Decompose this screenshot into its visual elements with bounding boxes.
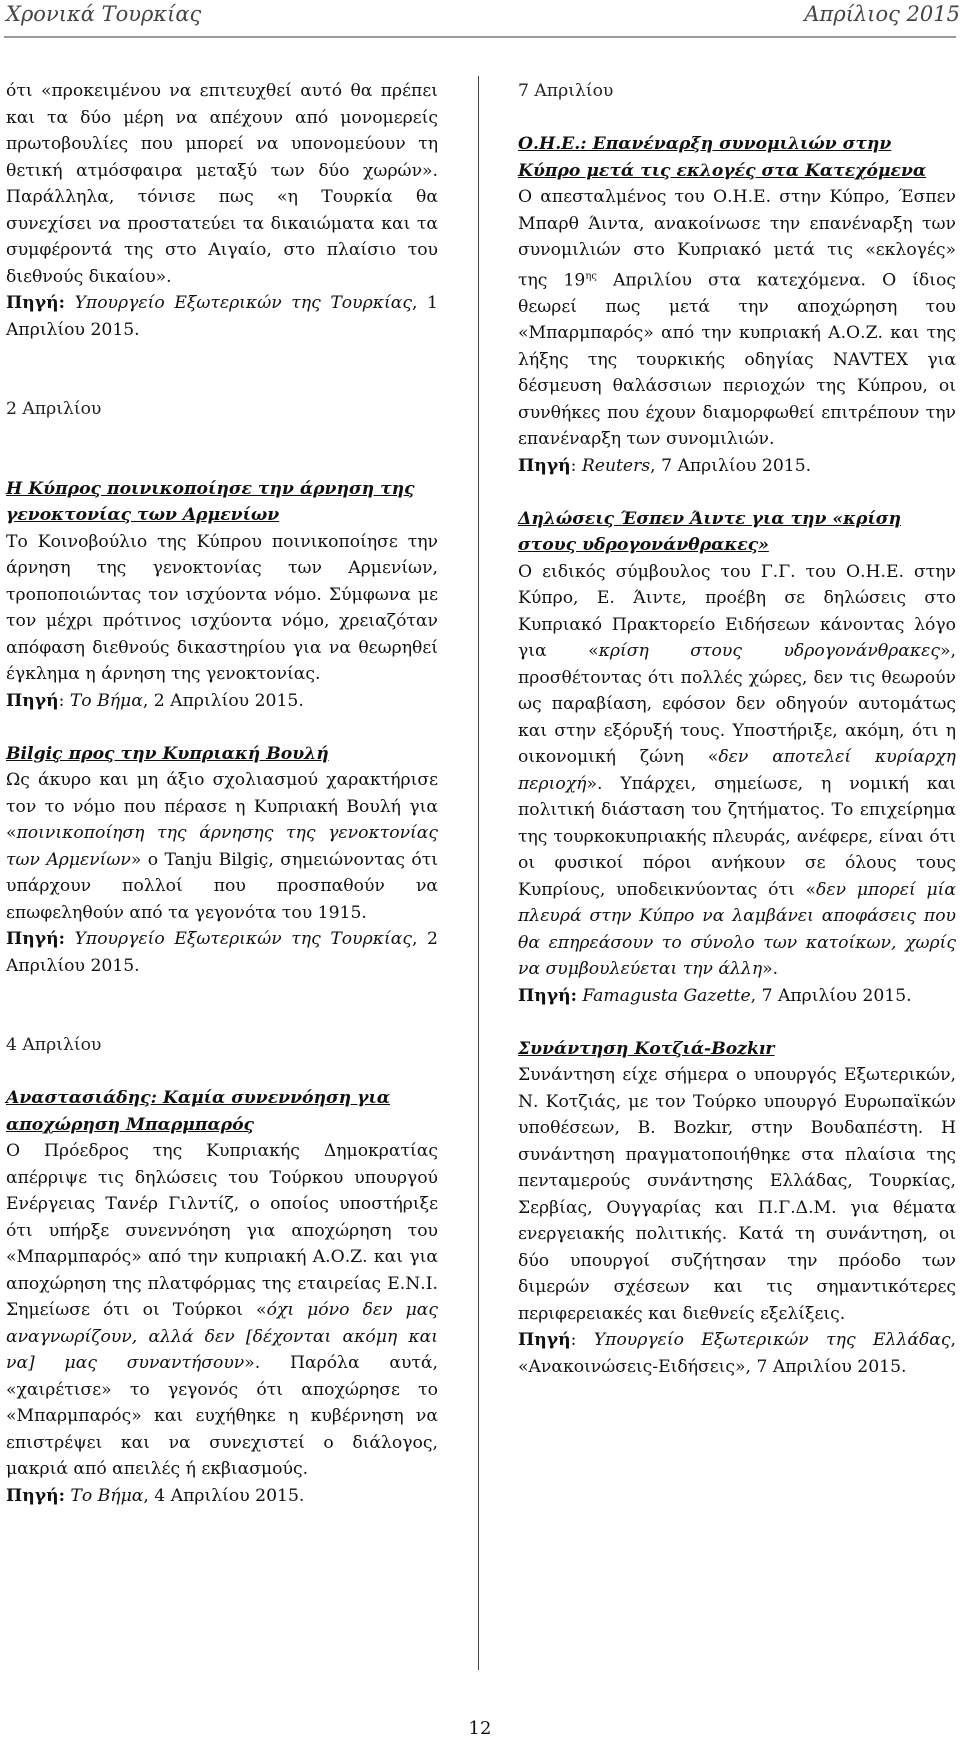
page-header bbox=[0, 0, 960, 30]
article-paragraph: Ως άκυρο και μη άξιο σχολιασμού χαρακτήρισε τον το νόμο που πέρασε η Κυπριακή Βουλή για «ποινικοποίηση της άρνησης της γενοκτονίας των Αρμενίων» ο Tanju Bilgiç, σημειώνοντας ότι υπάρχουν πολλοί που προσπαθούν να επωφεληθούν από τα γεγονότα του 1915. bbox=[6, 770, 438, 923]
source-line: Πηγή: Υπουργείο Εξωτερικών της Τουρκίας, 1 Απριλίου 2015. bbox=[6, 293, 438, 340]
page-number: 12 bbox=[468, 1718, 492, 1739]
article-title: Αναστασιάδης: Καμία συνεννόηση για αποχώρηση Μπαρμπαρός bbox=[6, 1088, 391, 1135]
article-title: Συνάντηση Κοτζιά-Bozkır bbox=[518, 1038, 775, 1059]
column-divider bbox=[478, 76, 479, 1670]
source-line: Πηγή: Υπουργείο Εξωτερικών της Ελλάδας, «Ανακοινώσεις-Ειδήσεις», 7 Απριλίου 2015. bbox=[518, 1330, 956, 1377]
source-line: Πηγή: Το Βήμα, 2 Απριλίου 2015. bbox=[6, 690, 304, 711]
article-paragraph: Ο Πρόεδρος της Κυπριακής Δημοκρατίας απέρριψε τις δηλώσεις του Τούρκου υπουργού Ενέργειας Τανέρ Γιλντίζ, ο οποίος υποστήριξε ότι υπήρξε συνεννόηση για αποχώρηση του «Μπαρμπαρός» από την κυπριακή Α.Ο.Ζ. και για αποχώρηση της πλατφόρμας της εταιρείας Ε.Ν.Ι. Σημείωσε ότι οι Τούρκοι «όχι μόνο δεν μας αναγνωρίζουν, αλλά δεν [δέχονται ακόμη και να] μας συναντήσουν». Παρόλα αυτά, «χαιρέτισε» το γεγονός ότι αποχώρησε το «Μπαρμπαρός» και ευχήθηκε η κυβέρνηση να επιστρέψει και να συνεχιστεί ο διάλογος, μακριά από απειλές ή εκβιασμούς. bbox=[6, 1141, 438, 1479]
article-paragraph: Συνάντηση είχε σήμερα ο υπουργός Εξωτερικών, Ν. Κοτζιάς, με τον Τούρκο υπουργό Ευρωπαϊκών υποθέσεων, Β. Bozkır, στην Βουδαπέστη. Η συνάντηση πραγματοποιήθηκε στα πλαίσια της πενταμερούς συνάντησης Ελλάδας, Τουρκίας, Σερβίας, Ουγγαρίας και Π.Γ.Δ.Μ. για θέματα ενεργειακής πολιτικής. Κατά τη συνάντηση, οι δύο υπουργοί συζήτησαν την πρόοδο των διμερών σχέσεων και τις σημαντικότερες περιφερειακές και διεθνείς εξελίξεις. bbox=[518, 1065, 956, 1324]
source-line: Πηγή: Reuters, 7 Απριλίου 2015. bbox=[518, 455, 812, 476]
article-title: Bilgiç προς την Κυπριακή Βουλή bbox=[6, 743, 329, 764]
source-line: Πηγή: Υπουργείο Εξωτερικών της Τουρκίας, 2 Απριλίου 2015. bbox=[6, 929, 438, 976]
article-title: Δηλώσεις Έσπεν Άιντε για την «κρίση στους υδρογονάνθρακες» bbox=[518, 508, 901, 556]
article-title: Ο.Η.Ε.: Επανέναρξη συνομιλιών στην Κύπρο μετά τις εκλογές στα Κατεχόμενα bbox=[518, 134, 927, 181]
header-divider bbox=[4, 36, 956, 38]
date-heading: 4 Απριλίου bbox=[6, 1035, 102, 1055]
right-column bbox=[518, 78, 956, 1380]
source-line: Πηγή: Το Βήμα, 4 Απριλίου 2015. bbox=[6, 1485, 305, 1506]
date-heading: 2 Απριλίου bbox=[6, 399, 102, 419]
header-title: Χρονικά Τουρκίας bbox=[6, 2, 202, 26]
left-column bbox=[6, 78, 438, 1509]
article-paragraph: Ο απεσταλμένος του Ο.Η.Ε. στην Κύπρο, Έσπεν Μπαρθ Άιντα, ανακοίνωσε την επανέναρξη των συνομιλιών στο Κυπριακό μετά τις «εκλογές» της $19^{\eta\varsigma}$ Απριλίου στα κατεχόμενα. Ο ίδιος θεωρεί πως μετά την αποχώρηση του «Μπαρμπαρός» από την κυπριακή Α.Ο.Ζ. και της λήξης της τουρκικής οδηγίας NAVTEX για δέσμευση θαλάσσιων περιοχών της Κύπρου, οι συνθήκες που έχουν διαμορφωθεί επιτρέπουν την επανέναρξη των συνομιλιών. bbox=[518, 187, 956, 450]
source-line: Πηγή: Famagusta Gazette, 7 Απριλίου 2015. bbox=[518, 985, 912, 1006]
article-paragraph: Το Κοινοβούλιο της Κύπρου ποινικοποίησε την άρνηση της γενοκτονίας των Αρμενίων, τροποποιώντας τον ισχύοντα νόμο. Σύμφωνα με τον μέχρι πρότινος ισχύοντα νόμο, χρειαζόταν απόφαση διεθνούς δικαστηρίου για να θεωρηθεί έγκλημα η άρνηση της γενοκτονίας. bbox=[6, 531, 438, 684]
article-title: Η Κύπρος ποινικοποίησε την άρνηση της γενοκτονίας των Αρμενίων bbox=[6, 478, 415, 525]
date-heading: 7 Απριλίου bbox=[518, 81, 614, 101]
article-paragraph: Ο ειδικός σύμβουλος του Γ.Γ. του Ο.Η.Ε. στην Κύπρο, Ε. Άιντε, προέβη σε δηλώσεις στο Κυπριακό Πρακτορείο Ειδήσεων κάνοντας λόγο για «κρίση στους υδρογονάνθρακες», προσθέτοντας ότι πολλές χώρες, δεν τις θεωρούν ως παραβίαση, εφόσον δεν οδηγούν αυτομάτως και στην εξόρυξή τους. Υποστήριξε, ακόμη, ότι η οικονομική ζώνη «δεν αποτελεί κυρίαρχη περιοχή». Υπάρχει, σημείωσε, η νομική και πολιτική διάσταση του ζητήματος. Το επιχείρημα της τουρκοκυπριακής πλευράς, ανέφερε, είναι ότι οι φυσικοί πόροι ανήκουν σε όλους τους Κυπρίους, υποδεικνύοντας ότι «δεν μπορεί μία πλευρά στην Κύπρο να λαμβάνει αποφάσεις που θα επηρεάσουν το σύνολο των κατοίκων, χωρίς να συμβουλεύεται την άλλη». bbox=[518, 561, 957, 980]
header-date: Απρίλιος 2015 bbox=[804, 2, 960, 26]
article-paragraph: ότι «προκειμένου να επιτευχθεί αυτό θα πρέπει και τα δύο μέρη να απέχουν από μονομερείς πρωτοβουλίες που μπορεί να υπονομεύουν τη θετική ατμόσφαιρα μεταξύ των δύο χωρών». Παράλληλα, τόνισε πως «η Τουρκία θα συνεχίσει να προστατεύει τα δικαιώματα και τα συμφέροντά της στο Αιγαίο, στο πλαίσιο του διεθνούς δικαίου». bbox=[6, 81, 438, 287]
